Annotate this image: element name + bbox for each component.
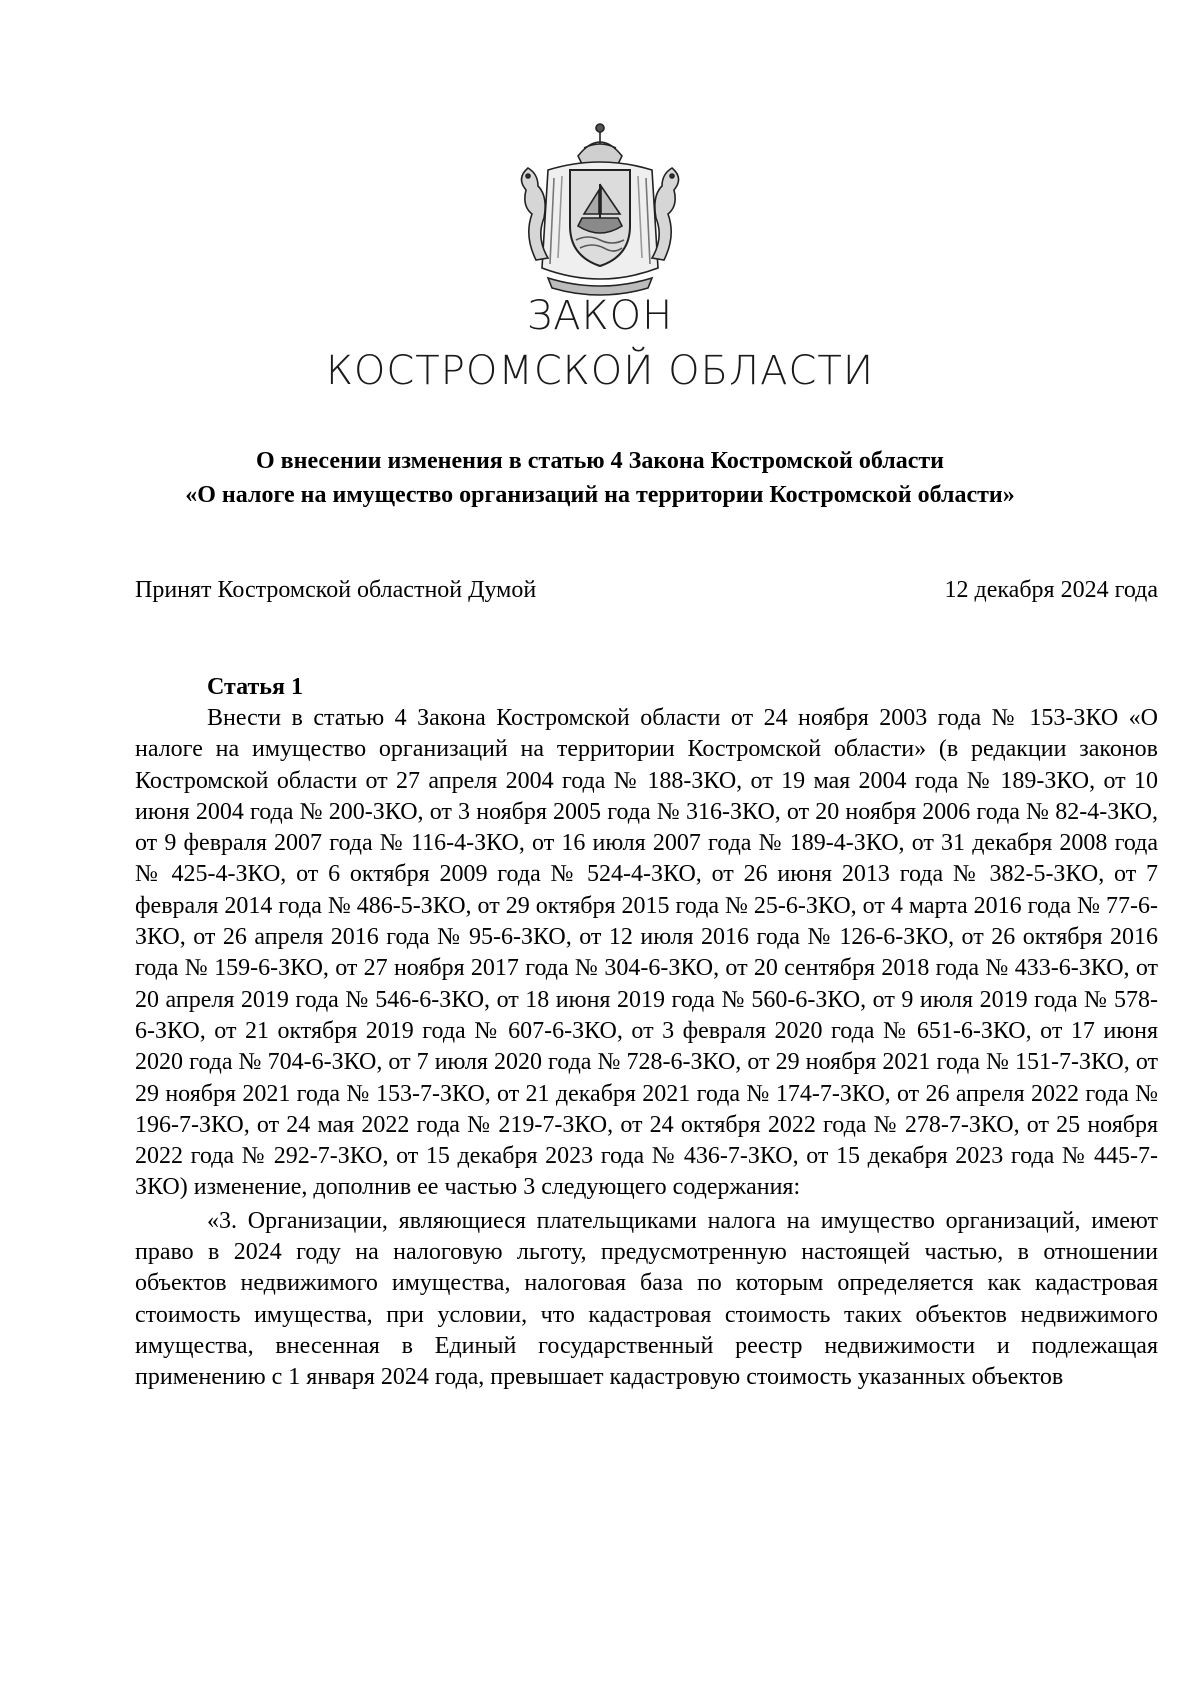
region-name: КОСТРОМСКОЙ ОБЛАСТИ [325,348,875,394]
adopted-by: Принят Костромской областной Думой [135,577,537,603]
adoption-line [135,573,1158,607]
article-paragraph-1: Внести в статью 4 Закона Костромской области от 24 ноября 2003 года № 153-ЗКО «О налоге на имущество организаций на территории Костромской области» (в редакции законов Костромской области от 27 апреля 2004 года № 188-ЗКО, от 19 мая 2004 года № 189-ЗКО, от 10 июня 2004 года № 200-ЗКО, от 3 ноября 2005 года № 316-ЗКО, от 20 ноября 2006 года № 82-4-ЗКО, от 9 февраля 2007 года № 116-4-ЗКО, от 16 июля 2007 года № 189-4-ЗКО, от 31 декабря 2008 года № 425-4-ЗКО, от 6 октября 2009 года № 524-4-ЗКО, от 26 июня 2013 года № 382-5-ЗКО, от 7 февраля 2014 года № 486-5-ЗКО, от 29 октября 2015 года № 25-6-ЗКО, от 4 марта 2016 года № 77-6-ЗКО, от 26 апреля 2016 года № 95-6-ЗКО, от 12 июля 2016 года № 126-6-ЗКО, от 26 октября 2016 года № 159-6-ЗКО, от 27 ноября 2017 года № 304-6-ЗКО, от 20 сентября 2018 года № 433-6-ЗКО, от 20 апреля 2019 года № 546-6-ЗКО, от 18 июня 2019 года № 560-6-ЗКО, от 9 июля 2019 года № 578-6-ЗКО, от 21 октября 2019 года № 607-6-ЗКО, от 3 февраля 2020 года № 651-6-ЗКО, от 17 июня 2020 года № 704-6-ЗКО, от 7 июля 2020 года № 728-6-ЗКО, от 29 ноября 2021 года № 151-7-ЗКО, от 29 ноября 2021 года № 153-7-ЗКО, от 21 декабря 2021 года № 174-7-ЗКО, от 26 апреля 2022 года № 196-7-ЗКО, от 24 мая 2022 года № 219-7-ЗКО, от 24 октября 2022 года № 278-7-ЗКО, от 25 ноября 2022 года № 292-7-ЗКО, от 15 декабря 2023 года № 436-7-ЗКО, от 15 декабря 2023 года № 445-7-ЗКО) изменение, дополнив ее частью 3 следующего содержания: [135,705,1158,1201]
law-subject-line-2: «О налоге на имущество организаций на территории Костромской области» [185,482,1015,508]
law-word: ЗАКОН [526,293,674,339]
coat-of-arms-icon [508,118,692,302]
law-subject-line-1: О внесении изменения в статью 4 Закона Костромской области [256,448,944,474]
article-body [135,703,1158,1394]
adopted-date: 12 декабря 2024 года [944,577,1158,603]
article-heading: Статья 1 [207,674,303,700]
article-paragraph-2: «3. Организации, являющиеся плательщиками налога на имущество организаций, имеют право в 2024 году на налоговую льготу, предусмотренную настоящей частью, в отношении объектов недвижимого имущества, налоговая база по которым определяется как кадастровая стоимость имущества, при условии, что кадастровая стоимость таких объектов недвижимого имущества, внесенная в Единый государственный реестр недвижимости и подлежащая применению с 1 января 2024 года, превышает кадастровую стоимость указанных объектов [135,1207,1158,1391]
